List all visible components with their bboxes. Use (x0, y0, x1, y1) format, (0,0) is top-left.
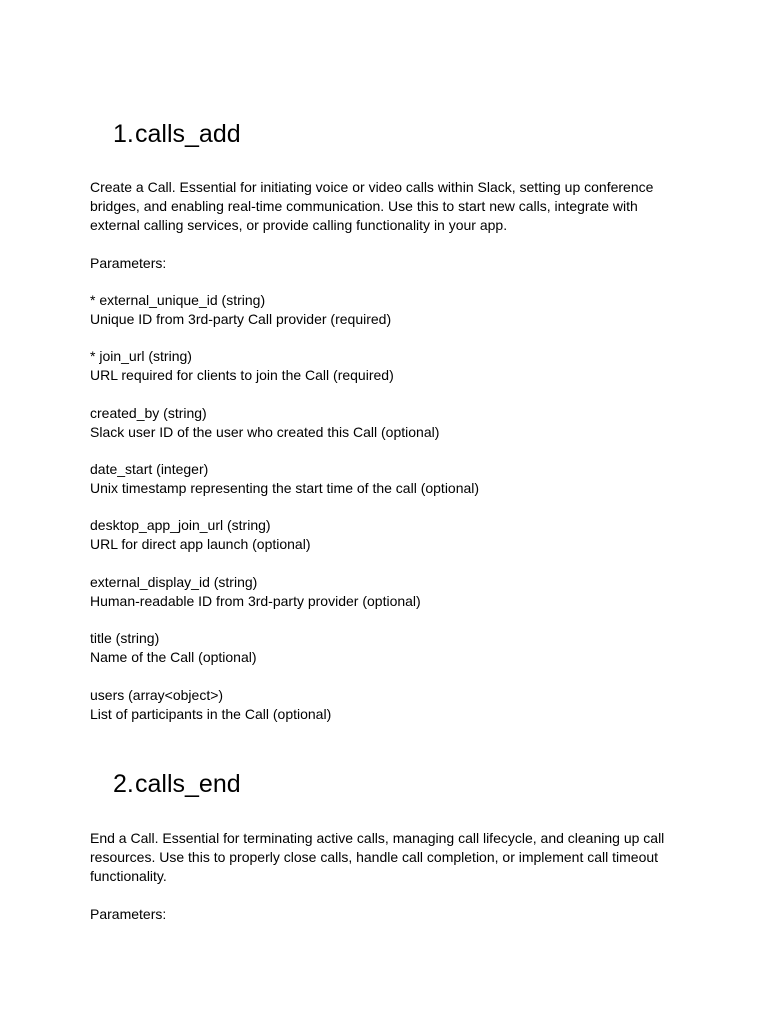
param-item (90, 291, 680, 329)
param-description: URL for direct app launch (optional) (90, 536, 311, 552)
param-signature: title (string) (90, 630, 160, 646)
section-heading-calls-end (113, 769, 241, 799)
param-item (90, 460, 680, 498)
param-signature: external_display_id (string) (90, 574, 258, 590)
parameters-label: Parameters: (90, 906, 167, 922)
section-description: End a Call. Essential for terminating active calls, managing call lifecycle, and cleaning up call resources. Use this to properly close calls, handle call completion, or implement call timeout functionality. (90, 830, 665, 884)
param-item (90, 629, 680, 667)
param-item (90, 686, 680, 724)
param-description: Name of the Call (optional) (90, 649, 257, 665)
param-description: Human-readable ID from 3rd-party provider (optional) (90, 593, 421, 609)
section-heading-calls-add (113, 119, 241, 149)
param-item (90, 516, 680, 554)
section-title: calls_add (135, 120, 241, 148)
param-signature: created_by (string) (90, 405, 207, 421)
param-signature: date_start (integer) (90, 461, 209, 477)
param-description: Unique ID from 3rd-party Call provider (required) (90, 311, 392, 327)
param-item (90, 573, 680, 611)
section-title: calls_end (135, 770, 241, 798)
param-description: Slack user ID of the user who created this Call (optional) (90, 424, 440, 440)
param-item (90, 347, 680, 385)
param-description: List of participants in the Call (optional) (90, 706, 332, 722)
param-description: Unix timestamp representing the start time of the call (optional) (90, 480, 480, 496)
parameters-label: Parameters: (90, 255, 167, 271)
section-number: 2. (113, 770, 134, 798)
param-signature: desktop_app_join_url (string) (90, 517, 271, 533)
param-signature: users (array<object>) (90, 687, 224, 703)
section-number: 1. (113, 120, 134, 148)
param-signature: * join_url (string) (90, 348, 192, 364)
param-description: URL required for clients to join the Call (required) (90, 367, 394, 383)
param-item (90, 404, 680, 442)
param-signature: * external_unique_id (string) (90, 292, 266, 308)
section-description: Create a Call. Essential for initiating voice or video calls within Slack, setting up conference bridges, and enabling real-time communication. Use this to start new calls, integrate with external calling services, or provide calling functionality in your app. (90, 179, 654, 233)
